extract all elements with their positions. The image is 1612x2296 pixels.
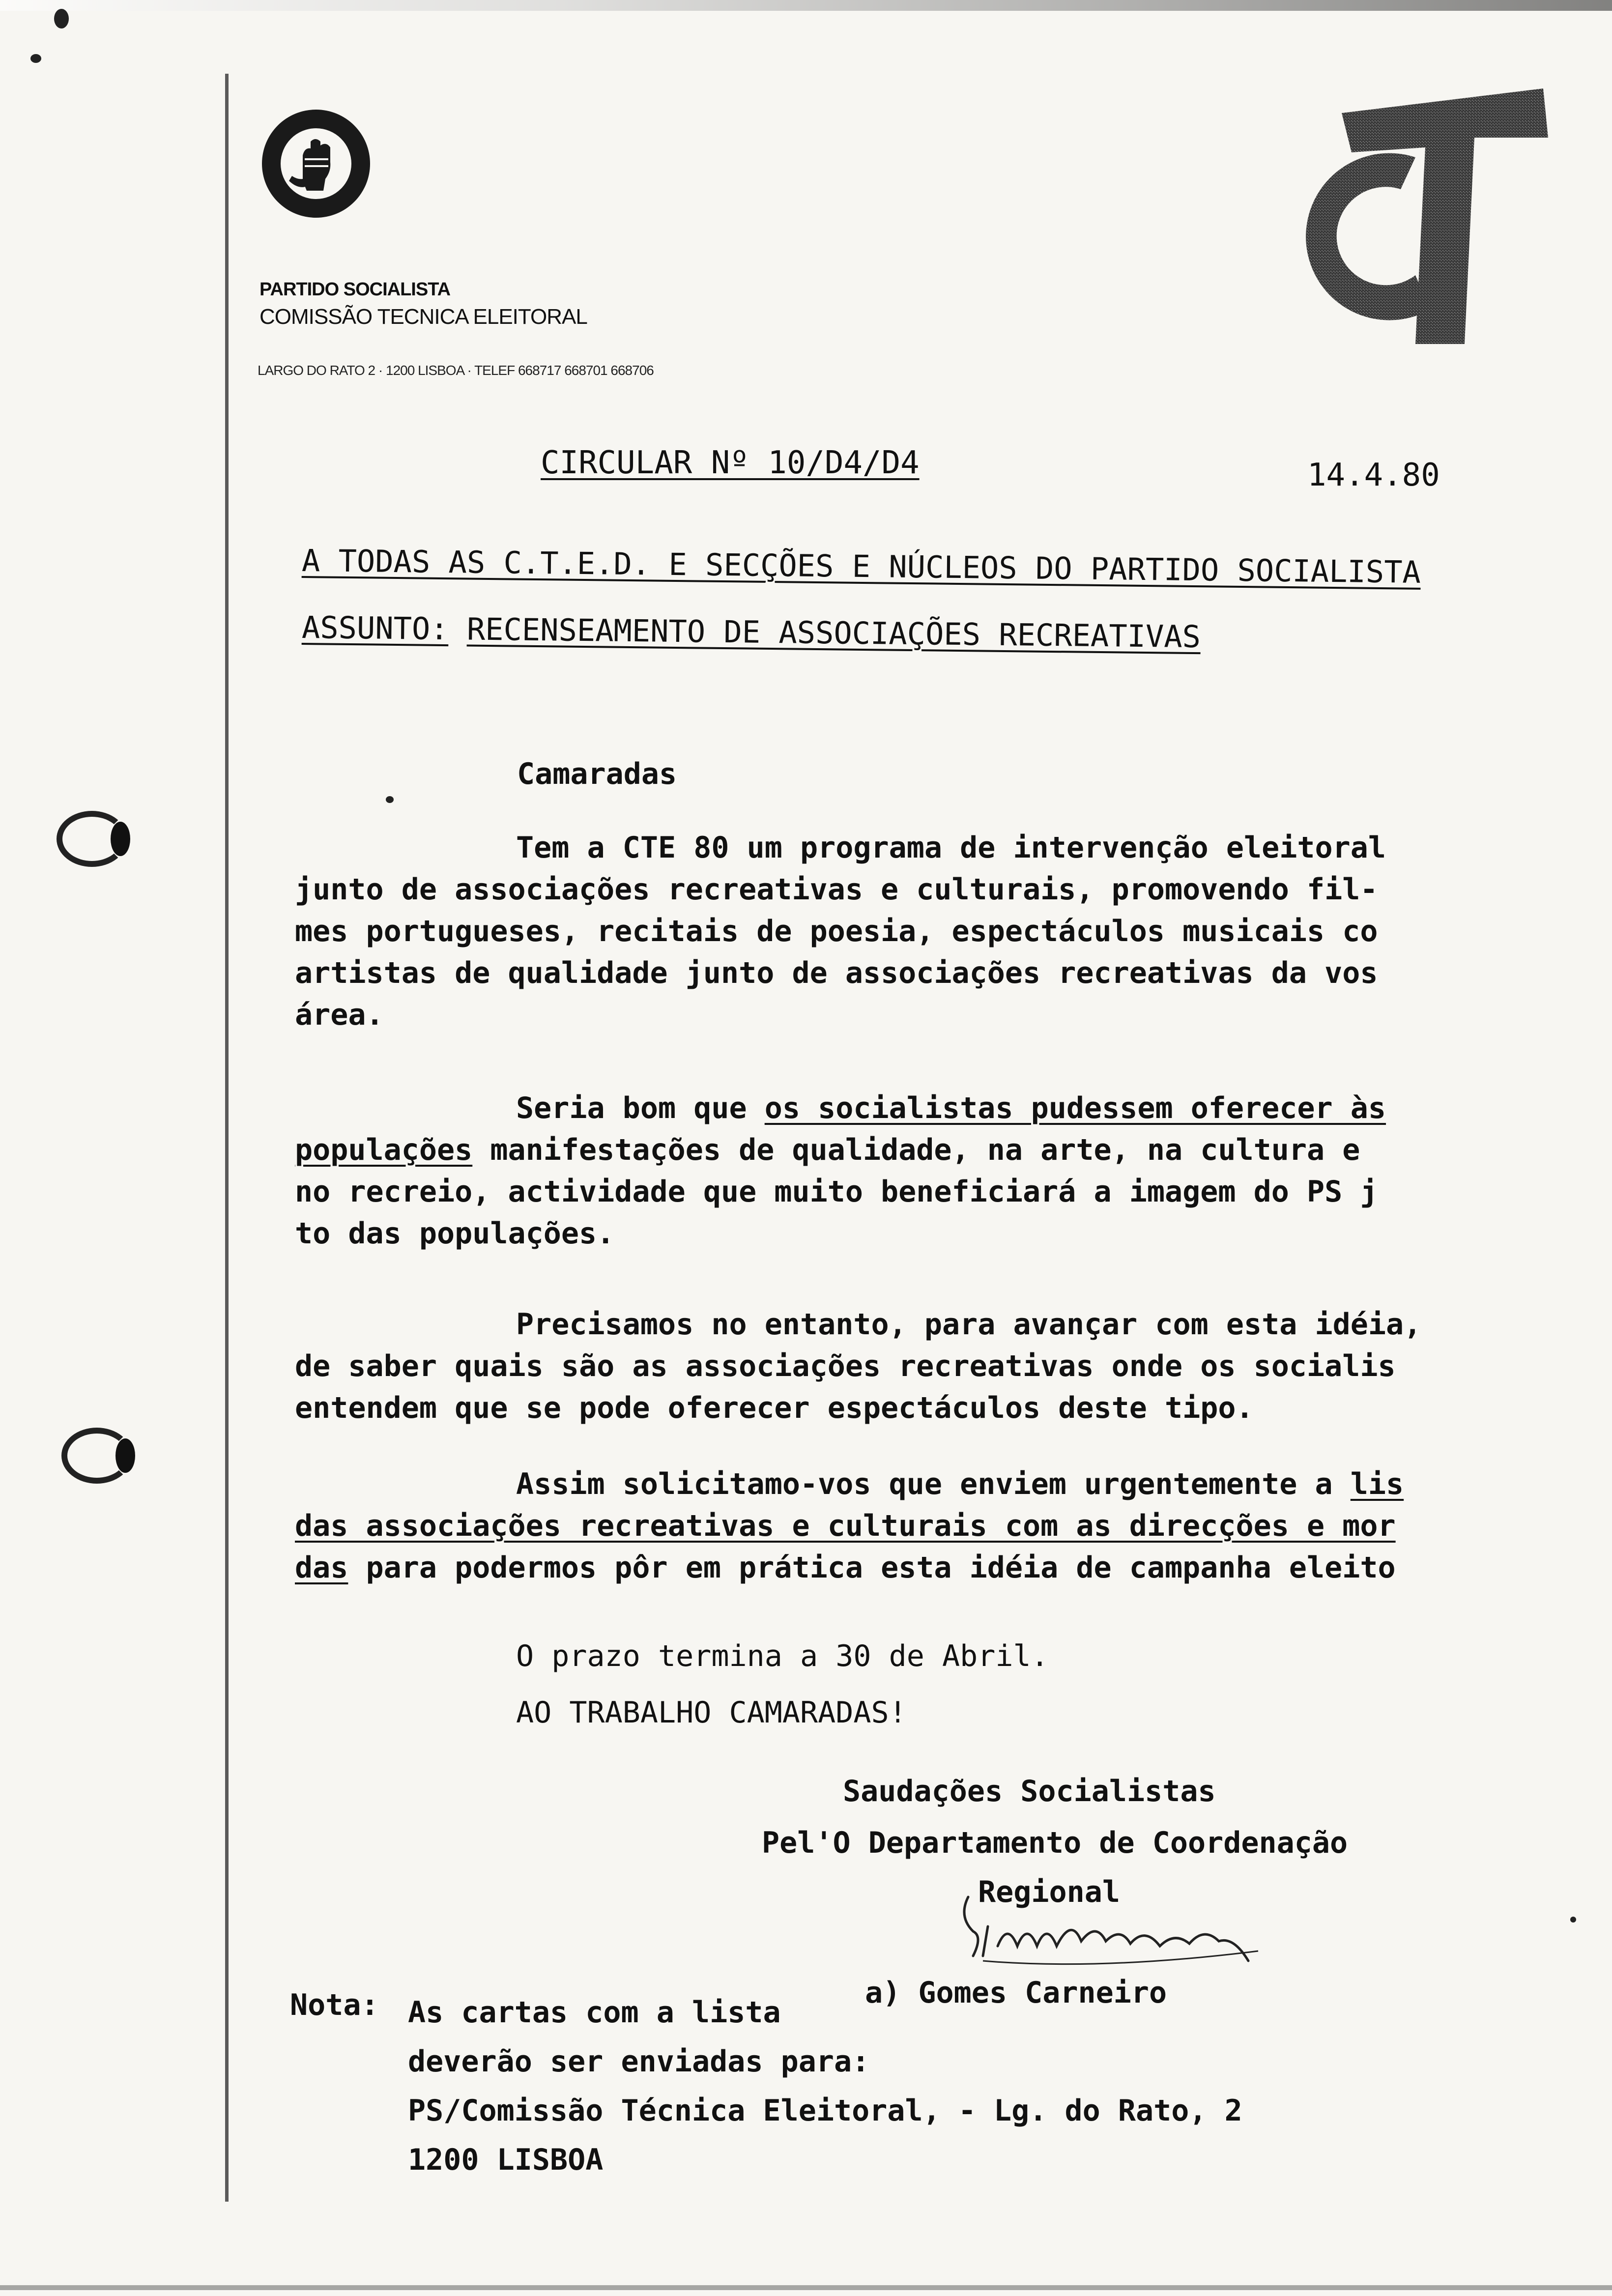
paragraph-2-underlined: populações [295, 1133, 473, 1167]
paragraph-2-text: manifestações de qualidade, na arte, na cultura e [472, 1133, 1360, 1167]
paragraph-4-line [516, 1467, 1404, 1501]
paragraph-2-line: no recreio, actividade que muito beneficiará a imagem do PS j [295, 1175, 1378, 1209]
speck [386, 796, 394, 803]
note-line: deverão ser enviadas para: [408, 2044, 870, 2079]
paragraph-4-text: Assim solicitamo-vos que enviem urgentemente a [516, 1467, 1351, 1501]
paragraph-3-line: Precisamos no entanto, para avançar com esta idéia, [516, 1307, 1422, 1342]
speck [54, 9, 69, 29]
handwritten-signature [953, 1887, 1288, 1985]
note-label: Nota: [290, 1988, 379, 2022]
subject-line [302, 609, 1201, 655]
speck [30, 54, 41, 63]
subject-text: RECENSEAMENTO DE ASSOCIAÇÕES RECREATIVAS [466, 611, 1201, 655]
call-to-action: AO TRABALHO CAMARADAS! [516, 1695, 907, 1730]
org-address: LARGO DO RATO 2 · 1200 LISBOA · TELEF 668717 668701 668706 [258, 363, 654, 378]
note-line: As cartas com a lista [408, 1995, 781, 2030]
paragraph-1-line: artistas de qualidade junto de associações recreativas da vos [295, 956, 1378, 990]
cte-logo [1268, 79, 1553, 354]
paragraph-2-line [295, 1133, 1360, 1167]
closing-department-2: Regional [978, 1875, 1120, 1909]
deadline-line: O prazo termina a 30 de Abril. [516, 1639, 1049, 1673]
paragraph-1-line: Tem a CTE 80 um programa de intervenção eleitoral [516, 831, 1386, 865]
circular-number: CIRCULAR Nº 10/D4/D4 [541, 445, 920, 481]
punch-hole-top [57, 811, 127, 867]
punch-hole-bottom [61, 1428, 132, 1484]
closing-department: Pel'O Departamento de Coordenação [762, 1826, 1348, 1860]
paragraph-2-text: Seria bom que [516, 1091, 765, 1125]
subject-label: ASSUNTO: [301, 609, 449, 647]
paragraph-4-text: para podermos pôr em prática esta idéia de campanha eleito [348, 1550, 1396, 1585]
paragraph-3-line: de saber quais são as associações recreativas onde os socialis [295, 1349, 1396, 1383]
speck [1570, 1917, 1576, 1923]
ps-fist-logo [259, 107, 373, 220]
paragraph-4-underlined: lis [1350, 1467, 1404, 1501]
paragraph-4-line: das associações recreativas e culturais com as direcções e mor [295, 1509, 1396, 1543]
note-line: 1200 LISBOA [408, 2143, 604, 2177]
paragraph-2-line [516, 1091, 1386, 1125]
paragraph-1-line: junto de associações recreativas e culturais, promovendo fil- [295, 872, 1378, 907]
binding-margin-line [225, 74, 229, 2202]
paragraph-3-line: entendem que se pode oferecer espectáculos deste tipo. [295, 1391, 1254, 1425]
scan-edge-top [0, 0, 1612, 11]
addressee-line: A TODAS AS C.T.E.D. E SECÇÕES E NÚCLEOS DO PARTIDO SOCIALISTA [301, 543, 1421, 590]
paragraph-2-line: to das populações. [295, 1216, 615, 1251]
closing-greeting: Saudações Socialistas [843, 1774, 1216, 1808]
paragraph-1-line: mes portugueses, recitais de poesia, espectáculos musicais co [295, 914, 1378, 948]
paragraph-4-line [295, 1550, 1396, 1585]
signer-name: a) Gomes Carneiro [865, 1976, 1167, 2010]
org-name: PARTIDO SOCIALISTA [259, 279, 451, 300]
circular-date: 14.4.80 [1307, 457, 1440, 493]
paragraph-2-underlined: os socialistas pudessem oferecer às [764, 1091, 1386, 1125]
note-line: PS/Comissão Técnica Eleitoral, - Lg. do Rato, 2 [408, 2094, 1242, 2128]
scan-edge-bottom [0, 2285, 1612, 2290]
paragraph-1-line: área. [295, 998, 384, 1032]
org-department: COMISSÃO TECNICA ELEITORAL [259, 305, 587, 329]
paragraph-4-underlined: das [295, 1550, 348, 1585]
salutation: Camaradas [517, 757, 677, 791]
